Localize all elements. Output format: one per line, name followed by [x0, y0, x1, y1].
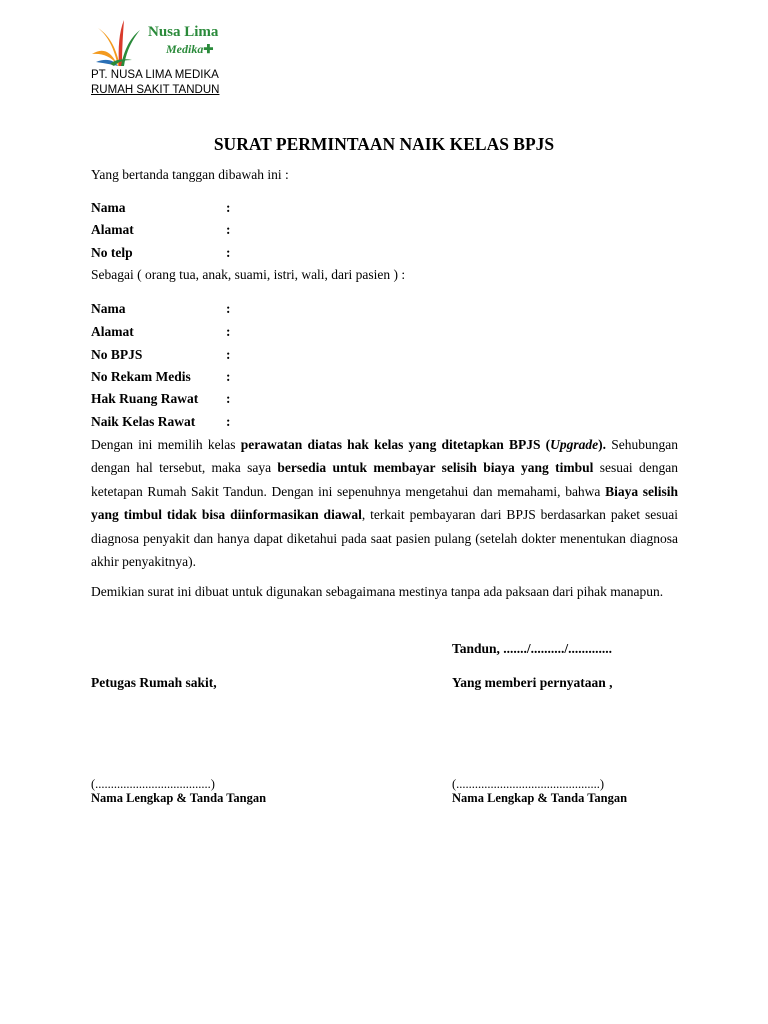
signer-phone-label: No telp — [91, 245, 133, 260]
hospital-officer-signature-blank: (.....................................) — [91, 777, 215, 791]
patient-medical-record-label: No Rekam Medis — [91, 369, 191, 384]
patient-room-right-label: Hak Ruang Rawat — [91, 391, 199, 406]
signer-address-label: Alamat — [91, 222, 134, 237]
company-name: PT. NUSA LIMA MEDIKA — [91, 69, 219, 81]
nusa-lima-medika-logo — [88, 18, 228, 70]
field-colon: : — [226, 369, 231, 384]
patient-name-label: Nama — [91, 301, 126, 316]
patient-upgrade-class-label: Naik Kelas Rawat — [91, 414, 196, 429]
patient-bpjs-label: No BPJS — [91, 347, 143, 362]
declarant-name-sign-label: Nama Lengkap & Tanda Tangan — [452, 791, 628, 805]
place-date-line: Tandun, ......./........../............. — [452, 641, 613, 656]
field-colon: : — [226, 301, 231, 316]
field-colon: : — [226, 222, 231, 237]
hospital-officer-label: Petugas Rumah sakit, — [91, 675, 217, 690]
logo-plant-icon — [88, 18, 148, 70]
hospital-officer-name-sign-label: Nama Lengkap & Tanda Tangan — [91, 791, 267, 805]
patient-address-label: Alamat — [91, 324, 134, 339]
field-colon: : — [226, 347, 231, 362]
declarant-label: Yang memberi pernyataan , — [452, 675, 613, 690]
closing-paragraph: Demikian surat ini dibuat untuk digunakan sebagaimana mestinya tanpa ada paksaan dari pihak manapun. — [91, 584, 664, 599]
declarant-signature-blank: (..............................................) — [452, 777, 605, 791]
signer-name-label: Nama — [91, 200, 126, 215]
field-colon: : — [226, 324, 231, 339]
intro-line: Yang bertanda tanggan dibawah ini : — [91, 167, 289, 182]
field-colon: : — [226, 245, 231, 260]
field-colon: : — [226, 391, 231, 406]
relationship-line: Sebagai ( orang tua, anak, suami, istri, wali, dari pasien ) : — [91, 267, 406, 282]
logo-wordmark: Nusa Lima — [148, 24, 219, 40]
logo-subwordmark: Medika✚ — [166, 42, 214, 56]
plus-icon: ✚ — [203, 42, 214, 56]
hospital-name: RUMAH SAKIT TANDUN — [91, 84, 220, 96]
field-colon: : — [226, 200, 231, 215]
field-colon: : — [226, 414, 231, 429]
document-title: SURAT PERMINTAAN NAIK KELAS BPJS — [213, 134, 555, 154]
statement-paragraph: Dengan ini memilih kelas perawatan diatas hak kelas yang ditetapkan BPJS (Upgrade). Sehubungan dengan hal tersebut, maka saya bersedia untuk membayar selisih biaya yang timbul sesuai dengan ketetapan Rumah Sakit Tandun. Dengan ini sepenuhnya mengetahui dan memahami, bahwa Biaya selisih yang timbul tidak bisa diinformasikan diawal, terkait pembayaran dari BPJS berdasarkan paket sesuai diagnosa penyakit dan hanya dapat diketahui pada saat pasien pulang (setelah dokter menentukan diagnosa akhir penyakitnya). — [91, 437, 678, 570]
